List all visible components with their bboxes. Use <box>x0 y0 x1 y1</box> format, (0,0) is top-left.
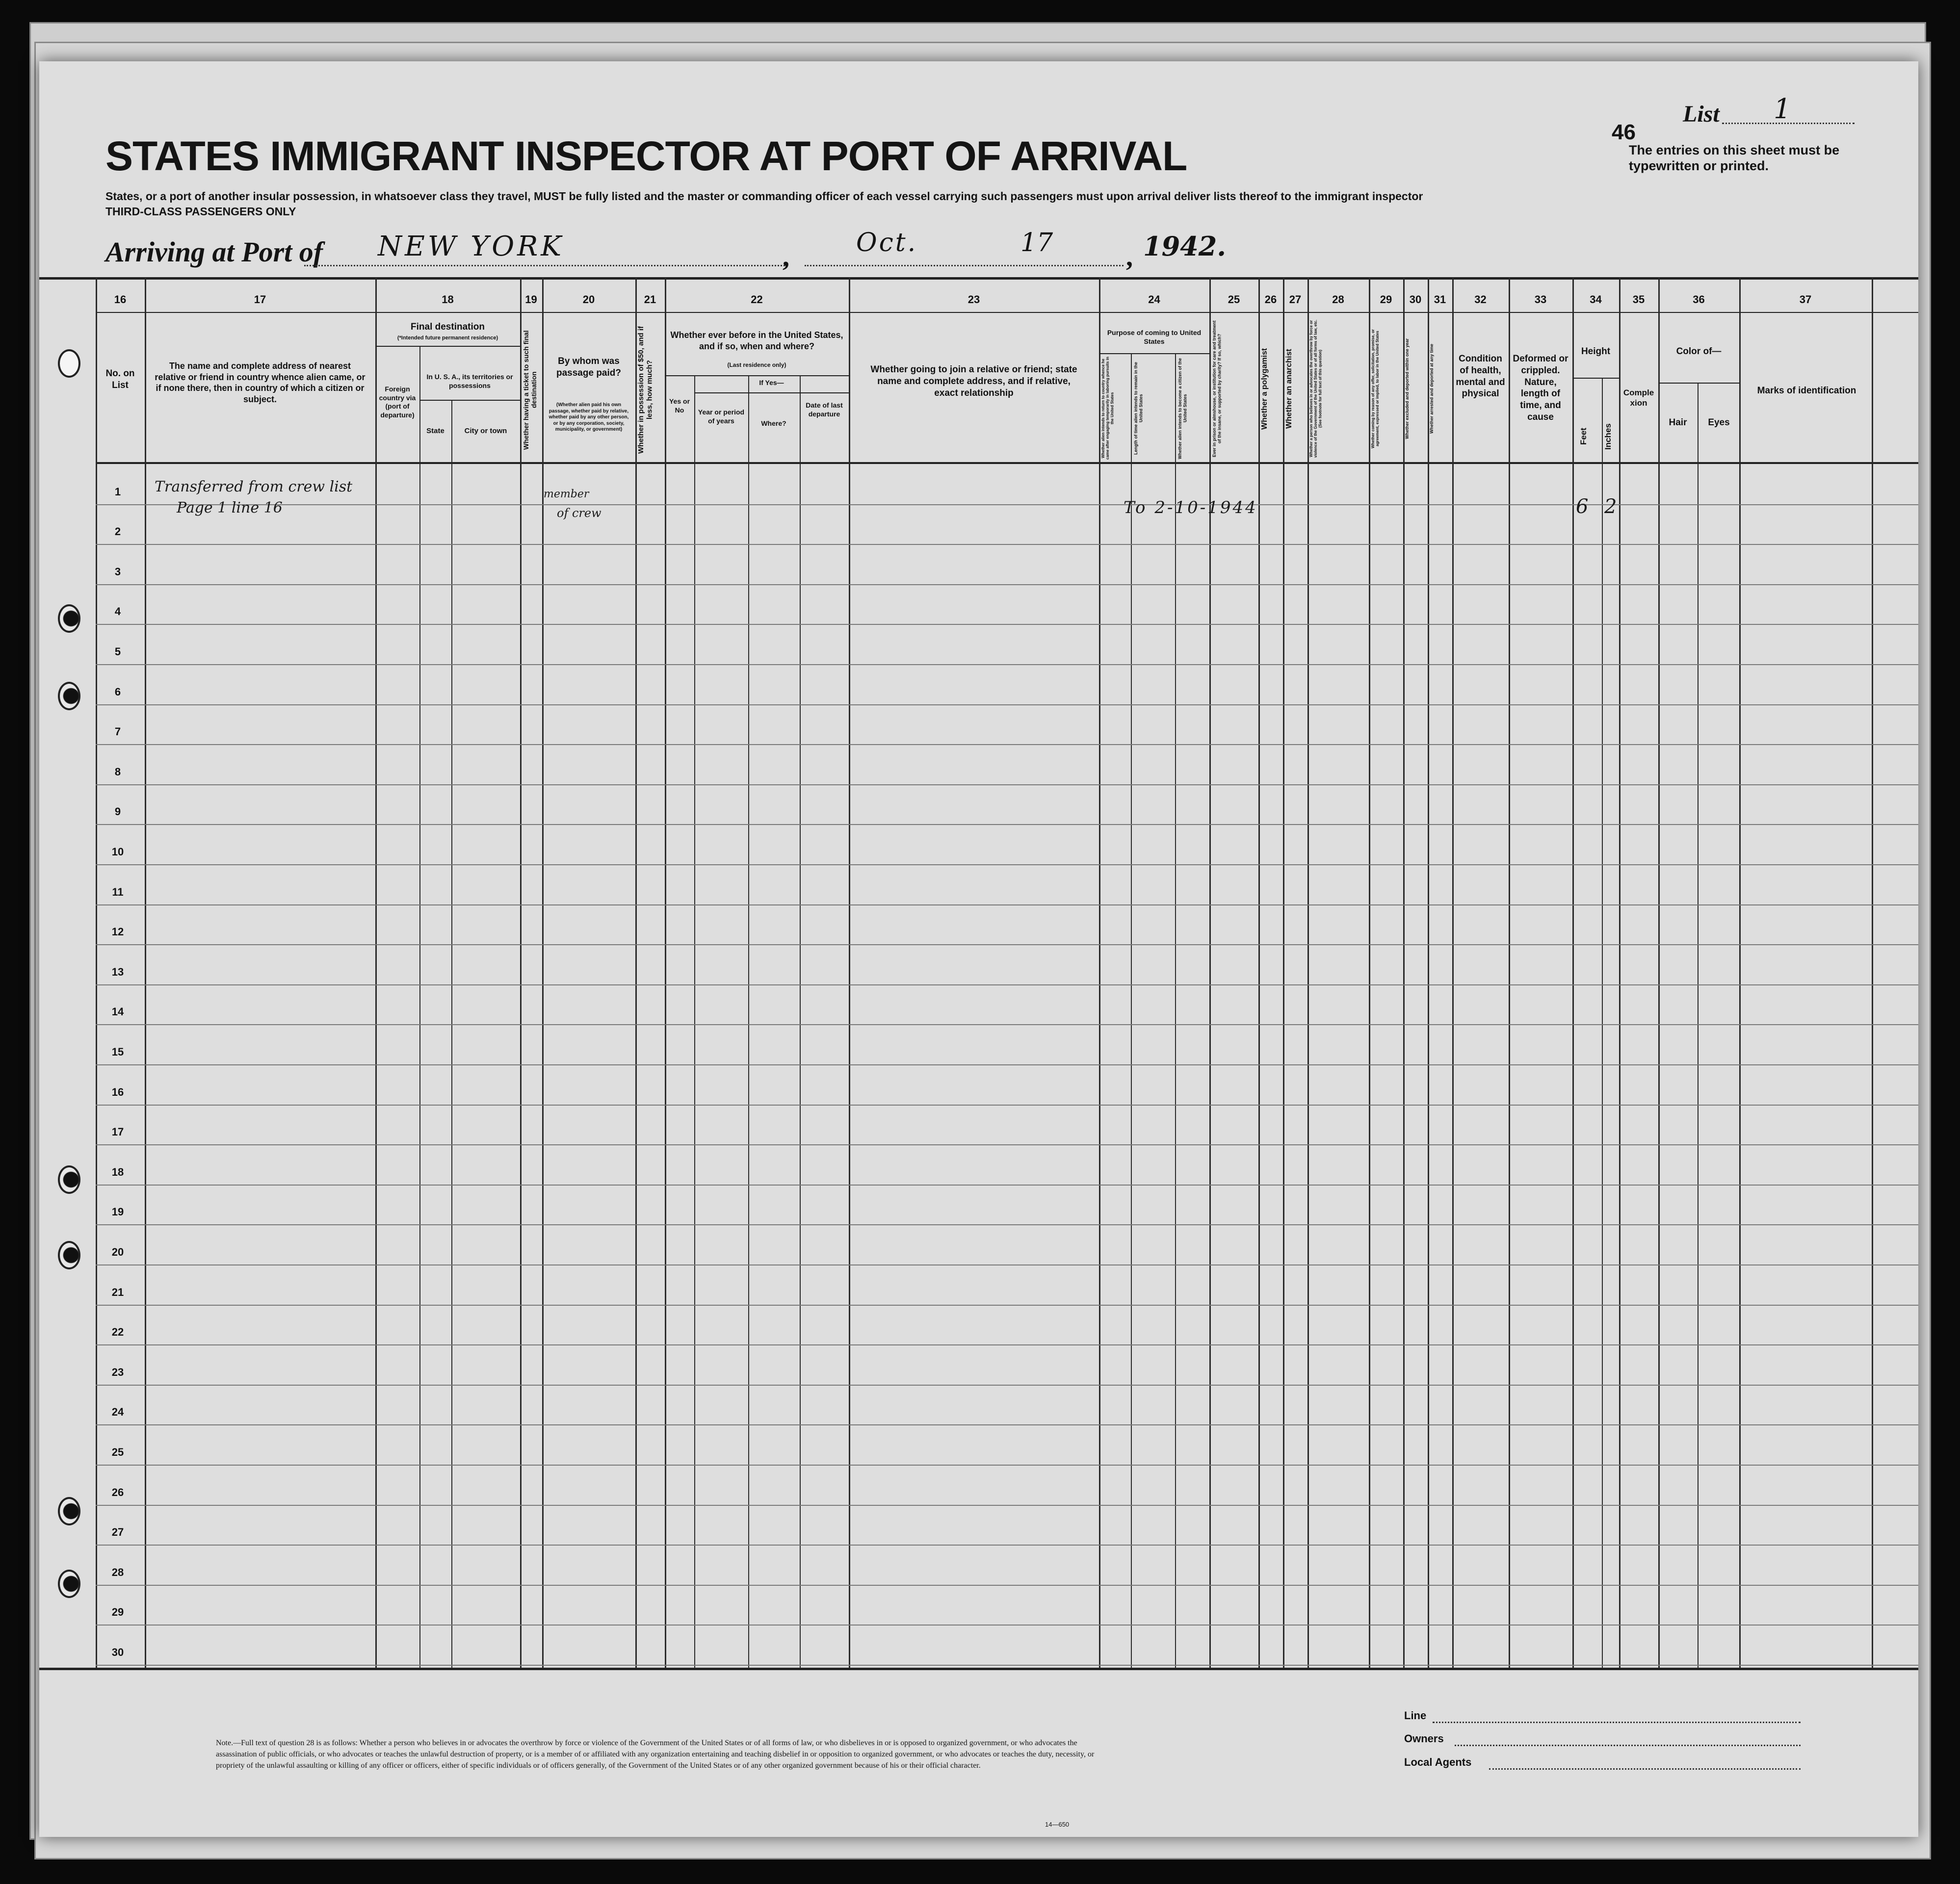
port-value: NEW YORK <box>378 231 565 262</box>
column-number: 23 <box>967 293 980 306</box>
table-row <box>96 1144 1918 1145</box>
entry-height-feet: 6 <box>1576 495 1589 518</box>
header-health: Condition of health, mental and physical <box>1456 354 1505 399</box>
table-row <box>96 704 1918 705</box>
table-bottom-border <box>39 1668 1918 1670</box>
form-title: STATES IMMIGRANT INSPECTOR AT PORT OF ARRIVAL <box>105 133 1187 179</box>
header-purpose: Purpose of coming to United States <box>1107 329 1202 345</box>
table-row <box>96 1424 1918 1425</box>
col-line <box>1403 277 1405 1668</box>
row-number: 27 <box>111 1526 124 1538</box>
col-line <box>849 277 850 1668</box>
colnum-divider <box>96 312 1918 313</box>
header-overthrow-question: Whether a person who believes in or advocates the overthrow by force or violence of the Government of the United States or of all forms of law, etc. (See footnote for full text of this question) <box>1309 319 1323 458</box>
row-number: 7 <box>114 725 121 738</box>
header-ticket: Whether having a ticket to such final destination <box>522 330 538 450</box>
table-row <box>96 1465 1918 1466</box>
form-number: 14—650 <box>1045 1821 1070 1828</box>
header-passage-paid: By whom was passage paid? <box>556 356 621 378</box>
col-line <box>1509 277 1510 1668</box>
month-value: Oct. <box>856 228 918 258</box>
header-ever-before-us: Whether ever before in the United States, and if so, when and where? <box>670 330 843 351</box>
header-date-last-departure: Date of last departure <box>806 401 843 418</box>
binder-hole <box>58 1570 80 1598</box>
entry-passage-paid: member <box>544 488 589 500</box>
col-line <box>1307 277 1309 1668</box>
row-number: 25 <box>111 1446 124 1458</box>
table-row <box>96 1064 1918 1065</box>
line-field <box>1433 1722 1801 1723</box>
header-last-residence: (Last residence only) <box>727 361 786 368</box>
column-number: 35 <box>1632 293 1645 306</box>
date-underline <box>805 265 1124 266</box>
row-number: 13 <box>111 966 124 978</box>
subheader-line <box>1099 353 1209 354</box>
row-number: 5 <box>114 645 121 658</box>
col-line <box>1619 277 1620 1668</box>
table-row <box>96 1105 1918 1106</box>
entry-nearest-relative: Transferred from crew list <box>155 478 353 495</box>
column-number: 16 <box>114 293 127 306</box>
header-become-citizen: Whether alien intends to become a citizen of the United States <box>1177 358 1188 459</box>
row-number: 12 <box>111 926 124 938</box>
column-number: 21 <box>644 293 656 306</box>
list-number: 1 <box>1774 93 1791 125</box>
table-row <box>96 1665 1918 1666</box>
row-number: 20 <box>111 1246 124 1258</box>
table-row <box>96 1545 1918 1546</box>
table-row <box>96 624 1918 625</box>
col-line <box>1658 277 1660 1668</box>
header-city-town: City or town <box>464 427 507 435</box>
header-no-on-list: No. on List <box>105 368 135 390</box>
col-line <box>1209 277 1211 1668</box>
column-number: 30 <box>1409 293 1422 306</box>
col-line <box>635 277 637 1668</box>
entry-passage-paid: of crew <box>557 506 601 520</box>
table-row <box>96 1305 1918 1306</box>
manifest-sheet <box>39 61 1918 1837</box>
day-value: 17 <box>1020 228 1053 258</box>
passenger-class: THIRD-CLASS PASSENGERS ONLY <box>105 205 296 218</box>
header-marks-identification: Marks of identification <box>1757 386 1856 396</box>
column-number: 17 <box>254 293 266 306</box>
col-line <box>1099 277 1100 1668</box>
col-line <box>1739 277 1741 1668</box>
table-row <box>96 1625 1918 1626</box>
header-passage-paid-note: (Whether alien paid his own passage, whether paid by relative, whether paid by any other person, or by any corporation, society, municipality, or government) <box>549 402 629 432</box>
entries-note: The entries on this sheet must be typewritten or printed. <box>1629 143 1840 174</box>
header-return-country: Whether alien intends to return to country whence he came after engaging temporarily in laboring pursuits in the United States <box>1101 357 1115 460</box>
header-deformed: Deformed or crippled. Nature, length of time, and cause <box>1513 354 1568 422</box>
header-hair: Hair <box>1669 417 1687 428</box>
binder-hole <box>58 1497 80 1525</box>
subheader-line <box>694 392 849 393</box>
header-feet: Feet <box>1579 428 1588 445</box>
header-prison-almshouse: Ever in prison or almshouse, or institution for care and treatment of the insane, or supported by charity? If so, which? <box>1212 320 1222 457</box>
row-number: 28 <box>111 1566 124 1578</box>
row-number: 24 <box>111 1406 124 1418</box>
row-number: 22 <box>111 1326 124 1338</box>
table-row <box>96 1585 1918 1586</box>
subheader-line <box>1572 378 1619 379</box>
binder-hole <box>58 682 80 710</box>
table-row <box>96 1505 1918 1506</box>
column-number: 18 <box>442 293 454 306</box>
table-row <box>96 984 1918 985</box>
owners-field <box>1455 1745 1801 1746</box>
subheader-line <box>419 400 520 401</box>
row-number: 17 <box>111 1126 124 1138</box>
row-number: 2 <box>114 525 121 538</box>
header-eyes: Eyes <box>1708 417 1730 428</box>
local-agents-field <box>1489 1768 1801 1770</box>
table-row <box>96 864 1918 865</box>
column-number: 27 <box>1289 293 1302 306</box>
local-agents-label: Local Agents <box>1404 1756 1472 1768</box>
row-number: 15 <box>111 1046 124 1058</box>
row-number: 26 <box>111 1486 124 1498</box>
col-line <box>145 277 146 1668</box>
column-number: 31 <box>1434 293 1446 306</box>
column-number: 32 <box>1474 293 1487 306</box>
header-join-relative: Whether going to join a relative or friend; state name and complete address, and if relative, exact relationship <box>870 364 1077 398</box>
row-number: 6 <box>114 686 121 698</box>
column-number: 19 <box>525 293 537 306</box>
row-number: 8 <box>114 766 121 778</box>
row-number: 30 <box>111 1646 124 1658</box>
arriving-label: Arriving at Port of <box>105 236 323 268</box>
table-top-border <box>39 277 1918 280</box>
binder-hole <box>58 1165 80 1194</box>
line-label: Line <box>1404 1709 1427 1722</box>
header-where: Where? <box>761 419 786 427</box>
table-row <box>96 504 1918 505</box>
column-number: 28 <box>1332 293 1344 306</box>
col-line <box>665 277 666 1668</box>
entry-nearest-relative: Page 1 line 16 <box>177 499 283 516</box>
binder-hole <box>58 604 80 633</box>
row-number: 18 <box>111 1166 124 1178</box>
header-color-of: Color of— <box>1676 346 1722 357</box>
sheet-number: 46 <box>1612 120 1636 144</box>
table-row <box>96 544 1918 545</box>
owners-label: Owners <box>1404 1732 1444 1745</box>
header-labor-offer: Whether coming by reason of any offer, solicitation, promise, or agreement, expressed or implied, to labor in the United States <box>1371 329 1380 448</box>
header-nearest-relative: The name and complete address of nearest relative or friend in country whence alien came, or if none there, then in country of which a citizen or subject. <box>155 361 366 404</box>
row-number: 3 <box>114 566 121 578</box>
col-line <box>800 375 801 1668</box>
comma: , <box>1126 242 1133 272</box>
entry-purpose: To 2-10-1944 <box>1124 498 1258 517</box>
col-line <box>1175 353 1176 1668</box>
row-number: 19 <box>111 1206 124 1218</box>
column-number: 26 <box>1264 293 1277 306</box>
row-number: 1 <box>114 486 121 498</box>
col-line <box>694 375 695 1668</box>
col-line <box>1572 277 1574 1668</box>
header-bottom-border <box>96 462 1918 464</box>
column-number: 25 <box>1228 293 1240 306</box>
table-row <box>96 944 1918 945</box>
header-in-usa: In U. S. A., its territories or possessions <box>426 373 513 389</box>
column-number: 36 <box>1693 293 1705 306</box>
col-line <box>1602 378 1603 1668</box>
list-label: List <box>1683 101 1720 127</box>
column-number: 24 <box>1148 293 1160 306</box>
table-row <box>96 664 1918 665</box>
header-inches: Inches <box>1603 423 1613 450</box>
col-line <box>542 277 544 1668</box>
table-row <box>96 1024 1918 1025</box>
row-number: 29 <box>111 1606 124 1618</box>
row-number: 4 <box>114 605 121 618</box>
column-number: 20 <box>582 293 595 306</box>
row-number: 16 <box>111 1086 124 1098</box>
binder-hole <box>58 349 80 378</box>
table-row <box>96 1385 1918 1386</box>
header-length-of-stay: Length of time alien intends to remain in the United States <box>1133 362 1144 455</box>
form-instructions: States, or a port of another insular possession, in whatsoever class they travel, MUST be fully listed and the master or commanding officer of each vessel carrying such passengers must upon arrival deliver lists thereof to the immigrant inspector <box>105 190 1423 203</box>
row-number: 21 <box>111 1286 124 1298</box>
comma: , <box>783 242 789 272</box>
header-final-destination: Final destination <box>411 322 485 332</box>
header-state: State <box>426 427 444 435</box>
col-line <box>1698 383 1699 1668</box>
table-row <box>96 1224 1918 1225</box>
col-line <box>1428 277 1429 1668</box>
table-row <box>96 904 1918 905</box>
col-line <box>1258 277 1260 1668</box>
header-excluded-deported: Whether excluded and deported within one year <box>1405 338 1410 439</box>
entry-height-inches: 2 <box>1604 495 1617 518</box>
header-yes-or-no: Yes or No <box>669 397 690 414</box>
col-line <box>520 277 522 1668</box>
binder-hole <box>58 1241 80 1269</box>
table-row <box>96 784 1918 785</box>
header-complexion: Complexion <box>1623 388 1654 408</box>
row-number: 9 <box>114 805 121 818</box>
column-number: 37 <box>1799 293 1812 306</box>
header-height: Height <box>1581 346 1611 357</box>
header-foreign-country: Foreign country via (port of departure) <box>379 385 416 419</box>
header-year-period: Year or period of years <box>698 408 745 425</box>
column-number: 34 <box>1590 293 1602 306</box>
row-number: 23 <box>111 1366 124 1378</box>
col-line <box>1369 277 1370 1668</box>
row-number: 11 <box>112 886 124 898</box>
column-number: 22 <box>751 293 763 306</box>
footnote-question-28: Note.—Full text of question 28 is as follows: Whether a person who believes in or advocates the overthrow by force or violence of the Government of the United States or of all forms of law, or who disbelieves in or is opposed to organized government, or who advocates the assassination of public officials, or who advocates or teaches the unlawful destruction of property, or is a member of or affiliated with any organization entertaining and teaching disbelief in or opposition to organized government, or who advocates or teaches the duty, necessity, or propriety of the unlawful assaulting or killing of any officer or officers, either of specific individuals or of officers generally, of the Government of the United States or of any other organized government because of his or their official character. <box>216 1739 1095 1770</box>
column-number: 33 <box>1534 293 1547 306</box>
header-arrested-deported: Whether arrested and deported at any time <box>1429 343 1434 434</box>
header-if-yes: If Yes— <box>759 379 784 387</box>
table-row <box>96 584 1918 585</box>
col-line <box>748 375 749 1668</box>
header-final-destination-note: (*Intended future permanent residence) <box>397 335 498 341</box>
subheader-line <box>375 346 520 347</box>
col-line <box>1452 277 1454 1668</box>
subheader-line <box>1658 383 1739 384</box>
col-line <box>451 400 452 1668</box>
year-value: 1942. <box>1143 231 1227 262</box>
col-line <box>1872 277 1873 1668</box>
port-underline <box>304 265 785 266</box>
table-row <box>96 824 1918 825</box>
col-line <box>375 277 377 1668</box>
table-row <box>96 744 1918 745</box>
column-number: 29 <box>1380 293 1392 306</box>
row-number: 10 <box>111 846 124 858</box>
table-row <box>96 1185 1918 1186</box>
table-row <box>96 1344 1918 1345</box>
header-polygamist: Whether a polygamist <box>1260 348 1269 430</box>
header-anarchist: Whether an anarchist <box>1285 349 1293 429</box>
col-line <box>1131 353 1132 1668</box>
row-number: 14 <box>111 1006 124 1018</box>
header-fifty-dollars: Whether in possession of $50, and if less, how much? <box>637 326 654 454</box>
col-line <box>1283 277 1284 1668</box>
subheader-line <box>665 375 849 376</box>
